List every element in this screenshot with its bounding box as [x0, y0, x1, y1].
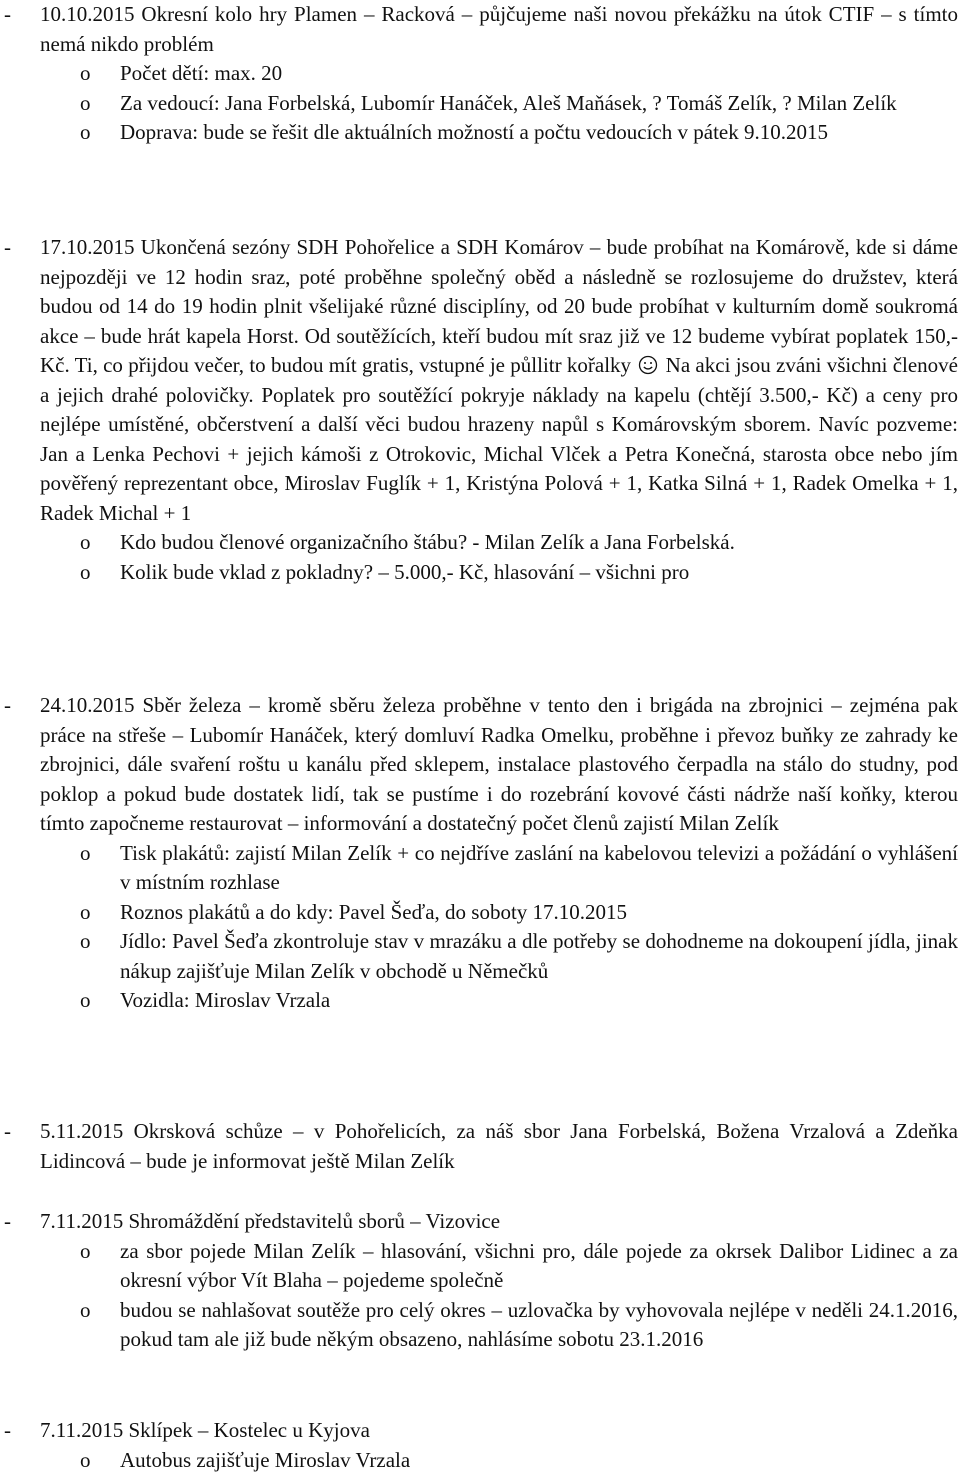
list-item-text: Kolik bude vklad z pokladny? – 5.000,- Kč, hlasování – všichni pro — [120, 559, 690, 584]
list-item — [0, 528, 958, 558]
dash-marker: - — [4, 693, 11, 717]
list-item-text: Za vedoucí: Jana Forbelská, Lubomír Hanáček, Aleš Maňásek, ? Tomáš Zelík, ? Milan Zelík — [120, 90, 897, 115]
bullet-marker: o — [80, 840, 91, 865]
entry-paragraph — [0, 1416, 958, 1446]
agenda-entry-district-meeting — [0, 1117, 958, 1176]
entry-text: 7.11.2015 Shromáždění představitelů sborů – Vizovice — [40, 1209, 501, 1233]
list-item-text: za sbor pojede Milan Zelík – hlasování, všichni pro, dále pojede za okrsek Dalibor Lidinec a za okresní výbor Vít Blaha – pojedeme společně — [120, 1238, 958, 1292]
bullet-marker: o — [80, 1297, 91, 1322]
agenda-entry-season-end — [0, 233, 958, 587]
entry-text-continued: Na akci jsou zváni všichni členové a jejich drahé polovičky. Poplatek pro soutěžící pokryje náklady na kapelu (chtějí 3.500,- Kč) a ceny pro nejlépe umístěné, občerstvení a další věci budou hrazeny napůl s Komárovským sborem. Navíc pozveme: Jan a Lenka Pechovi + jejich kámoši z Otrokovic, Michal Vlček a Petra Konečná, starosta obce nebo jím pověřený reprezentant obce, Miroslav Fuglík + 1, Kristýna Polová + 1, Katka Silná + 1, Radek Omelka + 1, Radek Michal + 1 — [40, 353, 959, 525]
agenda-entry-wine-cellar — [0, 1416, 958, 1475]
list-item-text: Jídlo: Pavel Šeďa zkontroluje stav v mrazáku a dle potřeby se dohodneme na dokoupení jídla, jinak nákup zajišťuje Milan Zelík v obchodě u Němečků — [120, 929, 958, 983]
list-item — [0, 986, 958, 1016]
list-item — [0, 839, 958, 898]
dash-marker: - — [4, 235, 11, 259]
bullet-marker: o — [80, 1447, 91, 1472]
list-item — [0, 558, 958, 588]
list-item-text: Tisk plakátů: zajistí Milan Zelík + co nejdříve zaslání na kabelovou televizi a požádání o vyhlášení v místním rozhlase — [120, 840, 958, 894]
bullet-marker: o — [80, 559, 91, 584]
entry-text: 7.11.2015 Sklípek – Kostelec u Kyjova — [40, 1418, 370, 1442]
list-item — [0, 1446, 958, 1476]
list-item-text: Roznos plakátů a do kdy: Pavel Šeďa, do soboty 17.10.2015 — [120, 899, 628, 924]
list-item-text: Autobus zajišťuje Miroslav Vrzala — [120, 1447, 411, 1472]
bullet-marker: o — [80, 90, 91, 115]
list-item — [0, 927, 958, 986]
entry-paragraph — [0, 1207, 958, 1237]
bullet-marker: o — [80, 929, 91, 953]
entry-paragraph — [0, 1117, 958, 1176]
list-item-text: Počet dětí: max. 20 — [120, 61, 283, 85]
list-item — [0, 118, 958, 148]
entry-paragraph — [0, 233, 958, 528]
entry-text: 24.10.2015 Sběr železa – kromě sběru železa proběhne v tento den i brigáda na zbrojnici – zejména pak práce na střeše – Lubomír Hanáček, který domluví Radka Omelku, proběhne i převoz buňky ze zahrady ke zbrojnici, dále svaření roštu u kanálu před sklepem, instalace plastového čerpadla na stálo do studny, pod poklop a pokud bude dostatek lidí, tak se pustíme i do rozebrání kovové části nádrže naší koňky, kterou tímto započneme restaurovat – informování a dostatečný počet členů zajistí Milan Zelík — [40, 693, 958, 835]
list-item — [0, 1237, 958, 1296]
list-item — [0, 89, 958, 119]
list-item-text: Doprava: bude se řešit dle aktuálních možností a počtu vedoucích v pátek 9.10.2015 — [120, 120, 828, 144]
bullet-marker: o — [80, 61, 91, 85]
bullet-marker: o — [80, 1238, 91, 1263]
list-item-text: budou se nahlašovat soutěže pro celý okres – uzlovačka by vyhovovala nejlépe v neděli 24.1.2016, pokud tam ale již bude někým obsazeno, nahlásíme sobotu 23.1.2016 — [120, 1297, 958, 1351]
list-item — [0, 59, 958, 89]
entry-paragraph — [0, 0, 958, 59]
dash-marker: - — [4, 1209, 11, 1233]
dash-marker: - — [4, 1418, 11, 1442]
agenda-entry-iron-collection — [0, 691, 958, 1016]
list-item-text: Vozidla: Miroslav Vrzala — [120, 988, 331, 1012]
dash-marker: - — [4, 2, 11, 26]
bullet-marker: o — [80, 988, 91, 1012]
list-item — [0, 1296, 958, 1355]
smiley-icon — [638, 355, 658, 375]
list-item — [0, 898, 958, 928]
entry-text: 10.10.2015 Okresní kolo hry Plamen – Racková – půjčujeme naši novou překážku na útok CTIF – s tímto nemá nikdo problém — [40, 2, 958, 56]
bullet-marker: o — [80, 530, 91, 554]
agenda-entry-plamen — [0, 0, 958, 148]
entry-text: 17.10.2015 Ukončená sezóny SDH Pohořelice a SDH Komárov – bude probíhat na Komárově, kde si dáme nejpozději ve 12 hodin sraz, poté proběhne společný oběd a následně se rozlosujeme do družstev, která budou od 14 do 19 hodin plnit všelijaké různé disciplíny, od 20 bude probíhat v kulturním domě soukromá akce – bude hrát kapela Horst. Od soutěžících, kteří budou mít sraz již ve 12 budeme vybírat poplatek 150,- Kč. Ti, co přijdou večer, to budou mít gratis, vstupné je půllitr kořalky — [40, 235, 958, 377]
dash-marker: - — [4, 1119, 11, 1143]
bullet-marker: o — [80, 120, 91, 144]
agenda-entry-vizovice-assembly — [0, 1207, 958, 1355]
entry-paragraph — [0, 691, 958, 839]
list-item-text: Kdo budou členové organizačního štábu? - Milan Zelík a Jana Forbelská. — [120, 530, 735, 554]
entry-text: 5.11.2015 Okrsková schůze – v Pohořelicích, za náš sbor Jana Forbelská, Božena Vrzalová a Zdeňka Lidincová – bude je informovat ještě Milan Zelík — [40, 1119, 958, 1173]
bullet-marker: o — [80, 899, 91, 924]
